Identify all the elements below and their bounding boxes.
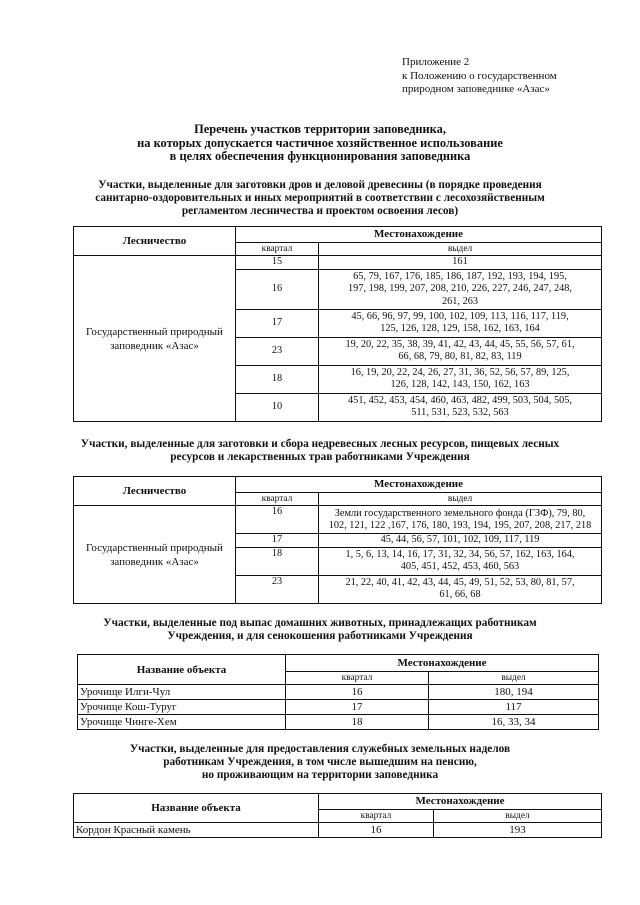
quarter-cell: 18 — [286, 715, 429, 730]
section3-heading — [0, 617, 640, 643]
plot-cell — [319, 256, 602, 269]
appendix-line: к Положению о государственном — [402, 69, 557, 82]
object-name-header: Название объекта — [74, 794, 319, 823]
plot-cell: 193 — [434, 823, 602, 838]
heading-line: санитарно-оздоровительных и иных мероприятий в соответствии с лесохозяйственным — [95, 192, 545, 204]
appendix-line: природном заповеднике «Азас» — [402, 83, 550, 95]
location-header: Местонахождение — [286, 655, 599, 672]
plot-line: 65, 79, 167, 176, 185, 186, 187, 192, 193, 194, 195, — [353, 270, 567, 282]
quarter-cell: 16 — [236, 506, 319, 534]
quarter-cell: 16 — [286, 685, 429, 700]
quarter-header: квартал — [236, 243, 319, 256]
heading-line: регламентом лесничества и проектом освоения лесов) — [181, 205, 459, 217]
heading-line: Учреждения, и для сенокошения работниками Учреждения — [167, 630, 473, 642]
plot-cell — [319, 309, 602, 337]
forestry-name-cell — [74, 506, 236, 603]
plot-line: 405, 451, 452, 453, 460, 563 — [400, 561, 520, 573]
quarter-header: квартал — [319, 810, 434, 823]
plot-cell: 16, 33, 34 — [429, 715, 599, 730]
section2-heading — [0, 438, 640, 464]
forestry-name-line: Государственный природный — [86, 541, 223, 554]
quarter-cell: 18 — [236, 365, 319, 393]
forestry-header: Лесничество — [74, 477, 236, 506]
plot-line: 126, 128, 142, 143, 150, 162, 163 — [390, 379, 530, 391]
quarter-cell: 10 — [236, 393, 319, 421]
object-name-cell: Урочище Илги-Чул — [78, 685, 286, 700]
plot-line: 45, 44, 56, 57, 101, 102, 109, 117, 119 — [380, 534, 540, 546]
quarter-cell: 16 — [319, 823, 434, 838]
title-line: на которых допускается частичное хозяйственное использование — [137, 135, 503, 150]
plot-cell — [319, 534, 602, 547]
forestry-name-line: заповедник «Азас» — [110, 555, 199, 568]
plot-cell: 117 — [429, 700, 599, 715]
plot-line: 16, 19, 20, 22, 24, 26, 27, 31, 36, 52, 56, 57, 89, 125, — [350, 366, 570, 378]
quarter-cell: 18 — [236, 547, 319, 575]
appendix-line: Приложение 2 — [402, 56, 470, 68]
plot-cell — [319, 547, 602, 575]
section4-table — [73, 793, 602, 838]
plot-line: 197, 198, 199, 207, 208, 210, 226, 227, 246, 247, 248, — [348, 283, 572, 295]
forestry-header: Лесничество — [74, 227, 236, 256]
quarter-header: квартал — [286, 672, 429, 685]
forestry-name-line: заповедник «Азас» — [110, 339, 199, 352]
heading-line: Участки, выделенные для заготовки дров и деловой древесины (в порядке проведения — [98, 179, 542, 191]
section2-table — [73, 476, 602, 604]
title-line: Перечень участков территории заповедника, — [194, 122, 446, 136]
plot-line: 261, 263 — [441, 295, 479, 307]
section3-table — [77, 654, 599, 730]
object-name-cell: Кордон Красный камень — [74, 823, 319, 838]
object-name-cell: Урочище Кош-Туруг — [78, 700, 286, 715]
plot-cell — [319, 506, 602, 534]
heading-line: Участки, выделенные под выпас домашних животных, принадлежащих работникам — [103, 617, 537, 629]
plot-header: выдел — [319, 243, 602, 256]
document-title — [0, 123, 640, 164]
heading-line: работникам Учреждения, в том числе вышедшим на пенсию, — [163, 756, 477, 768]
quarter-cell: 23 — [236, 337, 319, 365]
location-header: Местонахождение — [236, 227, 602, 243]
plot-header: выдел — [429, 672, 599, 685]
section4-heading — [0, 743, 640, 782]
plot-header: выдел — [434, 810, 602, 823]
quarter-cell: 17 — [236, 534, 319, 547]
plot-line: 61, 66, 68 — [439, 589, 481, 601]
section1-heading — [0, 179, 640, 218]
plot-cell — [319, 337, 602, 365]
forestry-name-cell — [74, 256, 236, 421]
object-name-cell: Урочище Чинге-Хем — [78, 715, 286, 730]
plot-cell — [319, 575, 602, 603]
plot-line: 161 — [452, 256, 468, 268]
appendix-note — [402, 56, 557, 97]
quarter-cell: 15 — [236, 256, 319, 269]
quarter-cell: 23 — [236, 575, 319, 603]
plot-cell: 180, 194 — [429, 685, 599, 700]
location-header: Местонахождение — [319, 794, 602, 810]
quarter-cell: 16 — [236, 269, 319, 309]
plot-line: 451, 452, 453, 454, 460, 463, 482, 499, 503, 504, 505, — [348, 394, 572, 406]
forestry-name-line: Государственный природный — [86, 325, 223, 338]
plot-line: 511, 531, 523, 532, 563 — [411, 407, 509, 419]
heading-line: но проживающим на территории заповедника — [201, 769, 439, 781]
plot-line: Земли государственного земельного фонда (ГЗФ), 79, 80, — [334, 507, 586, 519]
object-name-header: Название объекта — [78, 655, 286, 685]
plot-line: 19, 20, 22, 35, 38, 39, 41, 42, 43, 44, 45, 55, 56, 57, 61, — [345, 338, 575, 350]
plot-line: 1, 5, 6, 13, 14, 16, 17, 31, 32, 34, 56, 57, 162, 163, 164, — [345, 548, 575, 560]
plot-line: 21, 22, 40, 41, 42, 43, 44, 45, 49, 51, 52, 53, 80, 81, 57, — [345, 576, 575, 588]
plot-line: 102, 121, 122 ,167, 176, 180, 193, 194, 195, 207, 208, 217, 218 — [328, 519, 592, 531]
plot-line: 66, 68, 79, 80, 81, 82, 83, 119 — [398, 351, 522, 363]
title-line: в целях обеспечения функционирования заповедника — [169, 149, 471, 163]
quarter-cell: 17 — [236, 309, 319, 337]
plot-cell — [319, 393, 602, 421]
heading-line: Участки, выделенные для заготовки и сбора недревесных лесных ресурсов, пищевых лесных — [80, 438, 560, 450]
location-header: Местонахождение — [236, 477, 602, 493]
plot-cell — [319, 365, 602, 393]
plot-header: выдел — [319, 493, 602, 506]
quarter-cell: 17 — [286, 700, 429, 715]
plot-cell — [319, 269, 602, 309]
plot-line: 45, 66, 96, 97, 99, 100, 102, 109, 113, 116, 117, 119, — [351, 310, 569, 322]
section1-table — [73, 226, 602, 422]
heading-line: ресурсов и лекарственных трав работниками Учреждения — [170, 451, 470, 463]
quarter-header: квартал — [236, 493, 319, 506]
heading-line: Участки, выделенные для предоставления служебных земельных наделов — [129, 743, 511, 755]
plot-line: 125, 126, 128, 129, 158, 162, 163, 164 — [380, 323, 540, 335]
